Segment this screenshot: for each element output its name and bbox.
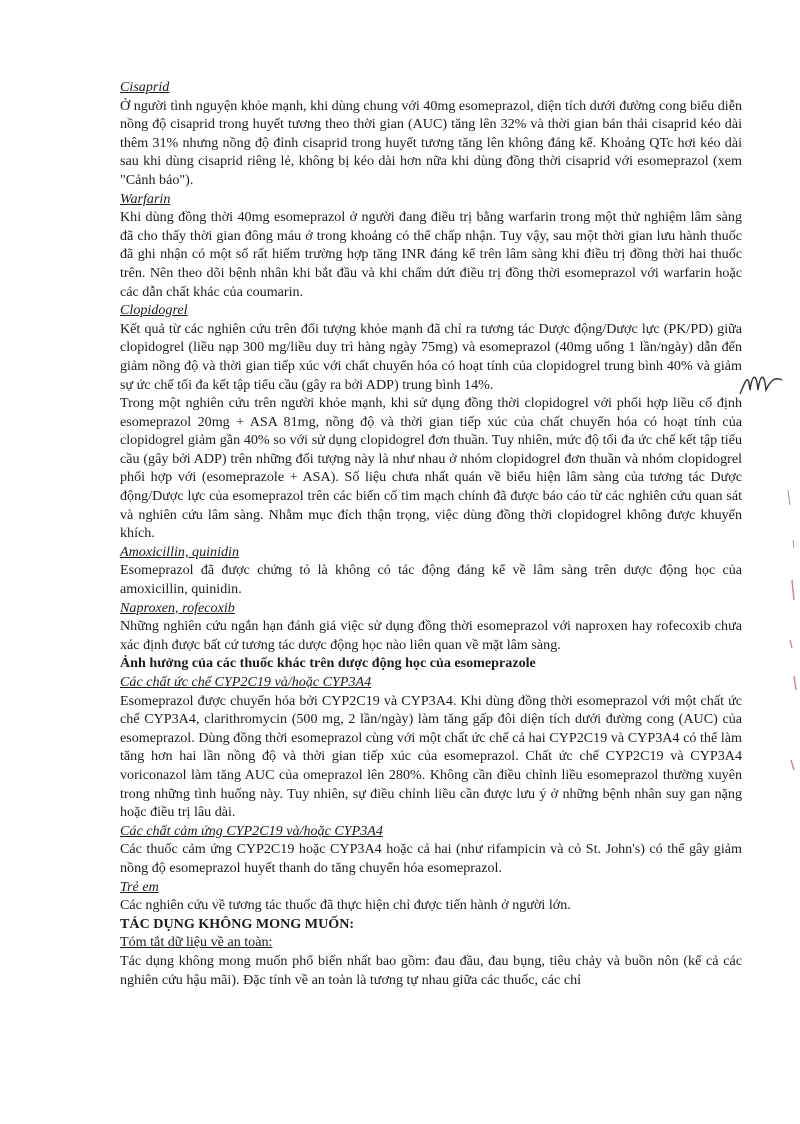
document-body (120, 78, 742, 989)
heading-inhibitors: Các chất ức chế CYP2C19 và/hoặc CYP3A4 (120, 674, 372, 690)
paragraph-clopidogrel-1: Kết quả từ các nghiên cứu trên đối tượng khỏe mạnh đã chỉ ra tương tác Dược động/Dược lực (PK/PD) giữa clopidogrel (liều nạp 300 mg/liều duy trì hàng ngày 75mg) và esomeprazol (40mg uống 1 lần/ngày) dẫn đến giảm nồng độ và thời gian tiếp xúc với chất chuyển hóa có hoạt tính của clopidogrel trung bình 40% và giảm sự ức chế tối đa kết tập tiểu cầu (gây ra bởi ADP) trung bình 14%. (120, 320, 742, 393)
paragraph-naproxen: Những nghiên cứu ngắn hạn đánh giá việc sử dụng đồng thời esomeprazol với naproxen hay rofecoxib chưa xác định được bất cứ tương tác dược động học nào liên quan về mặt lâm sàng. (120, 618, 742, 653)
paragraph-cisaprid: Ở người tình nguyện khỏe mạnh, khi dùng chung với 40mg esomeprazol, diện tích dưới đường cong biểu diễn nồng độ cisaprid trong huyết tương theo thời gian (AUC) tăng lên 32% và thời gian bán thải cisaprid kéo dài thêm 31% nhưng nồng độ đỉnh cisaprid trong huyết tương tăng lên không đáng kể. Khoảng QTc hơi kéo dài sau khi dùng cisaprid riêng lẻ, không bị kéo dài hơn nữa khi dùng đồng thời cisaprid với esomeprazol (xem "Cảnh báo"). (120, 97, 742, 188)
paragraph-clopidogrel-2: Trong một nghiên cứu trên người khỏe mạnh, khi sử dụng đồng thời clopidogrel với phối hợp liều cố định esomeprazol 20mg + ASA 81mg, nồng độ và thời gian tiếp xúc của chất chuyển hóa có hoạt tính của clopidogrel giảm gần 40% so với sử dụng clopidogrel đơn thuần. Tuy nhiên, mức độ tối đa ức chế kết tập tiểu cầu (gây bởi ADP) trên những đối tượng này là như nhau ở nhóm clopidogrel đơn thuần và nhóm clopidogrel phối hợp với (esomeprazole + ASA). Số liệu chưa nhất quán về biểu hiện lâm sàng của tương tác Dược động/Dược lực của esomeprazol trên các biến cố tim mạch chính đã được báo cáo từ các nghiên cứu quan sát và nghiên cứu lâm sàng. Nhằm mục đích thận trọng, việc dùng đồng thời clopidogrel không được khuyến khích. (120, 395, 742, 542)
heading-amoxicillin: Amoxicillin, quinidin (120, 543, 239, 560)
paragraph-inhibitors: Esomeprazol được chuyển hóa bởi CYP2C19 và CYP3A4. Khi dùng đồng thời esomeprazol với một chất ức chế CYP3A4, clarithromycin (500 mg, 2 lần/ngày) làm tăng gấp đôi diện tích dưới đường cong (AUC) của esomeprazol. Dùng đồng thời esomeprazol cùng với một chất ức chế cả hai CYP2C19 và CYP3A4 có thể làm tăng hơn hai lần nồng độ và thời gian tiếp xúc của esomeprazol. Chất ức chế CYP2C19 và CYP3A4 voriconazol làm tăng AUC của omeprazol lên 280%. Không cần điều chỉnh liều esomeprazol thường xuyên trong những tình huống này. Tuy nhiên, sự điều chỉnh liều cần được lưu ý ở những bệnh nhân suy gan nặng hoặc điều trị lâu dài. (120, 692, 742, 821)
paragraph-safety-summary: Tác dụng không mong muốn phổ biến nhất bao gồm: đau đầu, đau bụng, tiêu chảy và buồn nôn (kể cả các nghiên cứu hậu mãi). Đặc tính về an toàn là tương tự nhau giữa các thuốc, các chỉ (120, 952, 742, 988)
heading-cisaprid: Cisaprid (120, 79, 170, 95)
heading-clopidogrel: Clopidogrel (120, 302, 188, 319)
heading-other-drugs: Ảnh hưởng của các thuốc khác trên dược động học của esomeprazole (120, 655, 536, 672)
paragraph-amoxicillin: Esomeprazol đã được chứng tỏ là không có tác động đáng kể về lâm sàng trên dược động học của amoxicillin, quinidin. (120, 562, 742, 598)
heading-warfarin: Warfarin (120, 190, 171, 207)
heading-adverse-effects: TÁC DỤNG KHÔNG MONG MUỐN: (120, 915, 355, 932)
heading-safety-summary: Tóm tắt dữ liệu về an toàn: (120, 934, 273, 951)
heading-naproxen: Naproxen, rofecoxib (120, 599, 235, 616)
paragraph-inducers: Các thuốc cảm ứng CYP2C19 hoặc CYP3A4 hoặc cả hai (như rifampicin và cỏ St. John's) có thể gây giảm nồng độ esomeprazol huyết thanh do tăng chuyển hóa esomeprazol. (120, 841, 742, 876)
heading-inducers: Các chất cảm ứng CYP2C19 và/hoặc CYP3A4 (120, 822, 383, 839)
heading-children: Trẻ em (120, 878, 159, 895)
paragraph-children: Các nghiên cứu về tương tác thuốc đã thực hiện chỉ được tiến hành ở người lớn. (120, 897, 571, 914)
edge-marks (770, 0, 800, 1124)
paragraph-warfarin: Khi dùng đồng thời 40mg esomeprazol ở người đang điều trị bằng warfarin trong một thử nghiệm lâm sàng đã cho thấy thời gian đông máu ở trong khoảng có thể chấp nhận. Tuy vậy, sau một thời gian lưu hành thuốc đã ghi nhận có một số rất hiếm trường hợp tăng INR đáng kể trên lâm sàng khi điều trị đồng thời hai thuốc trên. Nên theo dõi bệnh nhân khi bắt đầu và khi chấm dứt điều trị đồng thời esomeprazol với warfarin hoặc các dẫn chất khác của coumarin. (120, 209, 742, 300)
